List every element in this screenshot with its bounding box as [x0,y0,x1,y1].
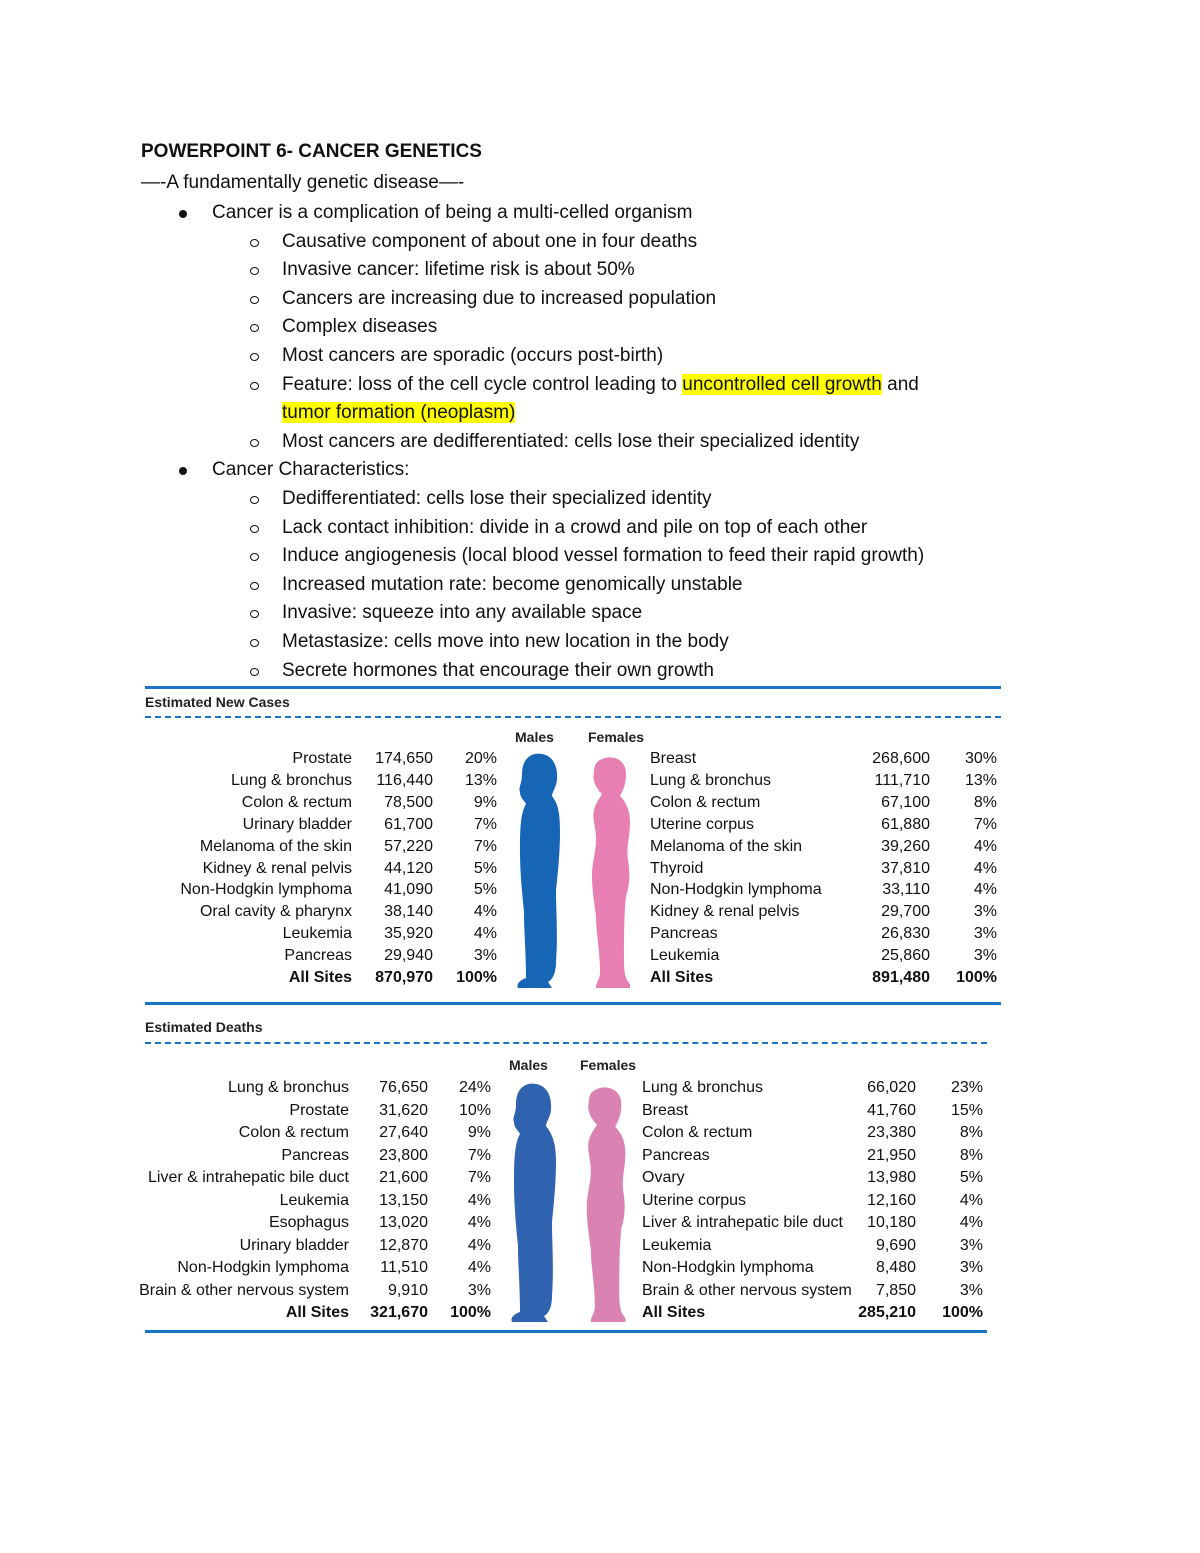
male-site-cell: Non-Hodgkin lymphoma [177,1259,349,1276]
bullet-circle-icon [250,582,259,590]
females-header: Females [588,729,645,745]
male-percent-cell: 7% [473,837,497,855]
female-count-cell: 33,110 [882,881,930,899]
male-count-cell: 116,440 [376,771,433,789]
highlight-text: uncontrolled cell growth [682,373,882,395]
male-site-cell: Kidney & renal pelvis [202,859,352,877]
male-percent-cell: 4% [467,1259,491,1276]
males-header: Males [515,729,554,745]
male-percent-cell: 4% [467,1191,491,1209]
bullet-circle-icon [250,610,259,618]
males-header: Males [509,1057,548,1073]
male-count-cell: 321,670 [370,1304,428,1321]
female-percent-cell: 8% [959,1146,983,1164]
female-percent-cell: 23% [950,1079,983,1096]
female-silhouette-icon [578,1086,628,1322]
female-count-cell: 12,160 [867,1191,916,1209]
male-site-cell: Lung & bronchus [231,771,352,789]
female-count-cell: 39,260 [881,837,930,855]
male-site-cell: Pancreas [281,1146,349,1164]
bottom-rule [145,1330,987,1333]
dashed-rule [145,716,1001,718]
male-percent-cell: 5% [473,859,497,877]
male-site-cell: Esophagus [268,1214,349,1231]
female-silhouette-icon [584,756,632,988]
bullet-item: Lack contact inhibition: divide in a crowd and pile on top of each other [141,514,1141,543]
male-site-cell: Pancreas [284,947,352,965]
female-percent-cell: 15% [950,1101,983,1119]
female-count-cell: 13,980 [867,1169,916,1186]
female-count-cell: 21,950 [867,1146,916,1164]
females-header: Females [580,1057,637,1073]
male-site-cell: Prostate [289,1101,349,1119]
male-count-cell: 12,870 [379,1236,428,1254]
bullet-item: Cancers are increasing due to increased population [141,285,1141,314]
male-percent-cell: 10% [458,1101,491,1119]
female-count-cell: 8,480 [875,1259,916,1276]
female-site-cell: Brain & other nervous system [642,1281,852,1299]
female-site-cell: Leukemia [650,947,720,965]
male-count-cell: 35,920 [384,925,433,943]
female-site-cell: Breast [650,750,697,767]
male-percent-cell: 13% [464,771,497,789]
bullet-dot-icon [179,210,187,218]
male-site-cell: Leukemia [282,925,352,943]
bottom-rule [145,1002,1001,1005]
document-title: POWERPOINT 6- CANCER GENETICS [141,141,482,162]
male-count-cell: 38,140 [384,903,433,921]
female-count-cell: 23,380 [867,1124,916,1141]
male-count-cell: 13,150 [379,1191,428,1209]
female-site-cell: All Sites [650,969,714,986]
female-percent-cell: 3% [973,903,997,921]
female-percent-cell: 8% [959,1124,983,1141]
female-percent-cell: 30% [964,750,997,767]
female-count-cell: 285,210 [858,1304,916,1321]
female-count-cell: 7,850 [875,1281,916,1299]
female-count-cell: 66,020 [867,1079,916,1096]
bullet-item: Dedifferentiated: cells lose their specialized identity [141,485,1141,514]
female-percent-cell: 4% [973,837,997,855]
male-percent-cell: 7% [473,815,497,833]
male-percent-cell: 9% [473,793,497,811]
female-site-cell: Melanoma of the skin [650,837,803,855]
new-cases-title: Estimated New Cases [145,694,290,710]
bullet-item: Most cancers are dedifferentiated: cells lose their specialized identity [141,428,1141,457]
male-site-cell: All Sites [285,1304,349,1321]
male-percent-cell: 100% [450,1304,491,1321]
male-site-cell: Liver & intrahepatic bile duct [148,1169,349,1186]
bullet-list [141,199,1141,685]
female-site-cell: Colon & rectum [642,1124,753,1141]
male-site-cell: Melanoma of the skin [199,837,352,855]
female-site-cell: Ovary [642,1169,685,1186]
female-percent-cell: 3% [973,925,997,943]
male-site-cell: Colon & rectum [241,793,352,811]
bullet-item: Feature: loss of the cell cycle control leading to uncontrolled cell growth and tumor formation (neoplasm) [141,371,1141,428]
male-count-cell: 29,940 [384,947,433,965]
female-count-cell: 67,100 [881,793,930,811]
male-silhouette-icon [512,752,562,988]
female-percent-cell: 4% [973,881,997,899]
female-percent-cell: 4% [959,1214,983,1231]
female-site-cell: All Sites [642,1304,706,1321]
male-site-cell: Prostate [292,750,352,767]
male-percent-cell: 5% [473,881,497,899]
female-count-cell: 10,180 [867,1214,916,1231]
bullet-circle-icon [250,239,259,247]
male-count-cell: 174,650 [375,750,433,767]
female-site-cell: Kidney & renal pelvis [650,903,800,921]
male-site-cell: Colon & rectum [238,1124,349,1141]
bullet-circle-icon [250,382,259,390]
female-count-cell: 268,600 [872,750,930,767]
bullet-item: Invasive cancer: lifetime risk is about 50% [141,256,1141,285]
dashed-rule [145,1042,987,1044]
male-percent-cell: 3% [467,1281,491,1299]
female-site-cell: Breast [642,1101,689,1119]
highlight-text: tumor formation (neoplasm) [282,402,516,424]
male-site-cell: Leukemia [279,1191,349,1209]
female-percent-cell: 13% [964,771,997,789]
male-site-cell: Oral cavity & pharynx [199,903,352,921]
female-percent-cell: 4% [959,1191,983,1209]
male-percent-cell: 9% [467,1124,491,1141]
bullet-circle-icon [250,353,259,361]
female-percent-cell: 3% [959,1259,983,1276]
male-count-cell: 21,600 [379,1169,428,1186]
male-percent-cell: 7% [467,1146,491,1164]
female-count-cell: 25,860 [881,947,930,965]
male-percent-cell: 4% [473,925,497,943]
female-site-cell: Lung & bronchus [650,771,771,789]
bullet-item: Invasive: squeeze into any available space [141,599,1141,628]
top-rule [145,686,1001,689]
male-count-cell: 76,650 [379,1079,428,1096]
male-percent-cell: 24% [458,1079,491,1096]
female-site-cell: Non-Hodgkin lymphoma [642,1259,814,1276]
bullet-dot-icon [179,467,187,475]
female-site-cell: Leukemia [642,1236,712,1254]
bullet-circle-icon [250,324,259,332]
bullet-circle-icon [250,296,259,304]
document-subtitle: —-A fundamentally genetic disease—- [141,172,465,193]
male-site-cell: Urinary bladder [242,815,352,833]
female-count-cell: 111,710 [874,771,930,789]
male-site-cell: Brain & other nervous system [139,1281,349,1299]
bullet-item: Cancer is a complication of being a multi-celled organism [141,199,1141,228]
female-count-cell: 37,810 [881,859,930,877]
female-count-cell: 29,700 [881,903,930,921]
male-site-cell: Lung & bronchus [228,1079,349,1096]
female-count-cell: 891,480 [872,969,930,986]
female-percent-cell: 3% [959,1281,983,1299]
male-percent-cell: 20% [464,750,497,767]
male-site-cell: Urinary bladder [239,1236,349,1254]
male-percent-cell: 7% [467,1169,491,1186]
male-count-cell: 870,970 [375,969,433,986]
female-percent-cell: 4% [973,859,997,877]
male-percent-cell: 4% [467,1236,491,1254]
bullet-circle-icon [250,668,259,676]
female-percent-cell: 100% [956,969,997,986]
bullet-circle-icon [250,439,259,447]
male-site-cell: All Sites [288,969,352,986]
male-site-cell: Non-Hodgkin lymphoma [180,881,352,899]
female-percent-cell: 3% [959,1236,983,1254]
male-count-cell: 57,220 [384,837,433,855]
male-count-cell: 13,020 [379,1214,428,1231]
female-count-cell: 9,690 [875,1236,916,1254]
female-count-cell: 61,880 [881,815,930,833]
bullet-item: Causative component of about one in four deaths [141,228,1141,257]
female-count-cell: 41,760 [867,1101,916,1119]
male-count-cell: 23,800 [379,1146,428,1164]
female-count-cell: 26,830 [881,925,930,943]
female-site-cell: Uterine corpus [642,1191,747,1209]
bullet-item: Secrete hormones that encourage their own growth [141,657,1141,686]
female-site-cell: Uterine corpus [650,815,755,833]
deaths-title: Estimated Deaths [145,1019,263,1035]
female-site-cell: Thyroid [650,859,704,877]
bullet-circle-icon [250,553,259,561]
female-site-cell: Liver & intrahepatic bile duct [642,1214,843,1231]
bullet-item: Increased mutation rate: become genomically unstable [141,571,1141,600]
female-percent-cell: 5% [959,1169,983,1186]
male-count-cell: 41,090 [384,881,433,899]
male-count-cell: 78,500 [384,793,433,811]
bullet-item: Complex diseases [141,313,1141,342]
bullet-circle-icon [250,525,259,533]
female-site-cell: Colon & rectum [650,793,761,811]
male-count-cell: 31,620 [379,1101,428,1119]
bullet-circle-icon [250,267,259,275]
female-percent-cell: 100% [942,1304,983,1321]
bullet-circle-icon [250,496,259,504]
female-site-cell: Lung & bronchus [642,1079,763,1096]
male-count-cell: 11,510 [380,1259,428,1276]
female-percent-cell: 3% [973,947,997,965]
female-percent-cell: 8% [973,793,997,811]
bullet-item: Cancer Characteristics: [141,456,1141,485]
male-count-cell: 44,120 [384,859,433,877]
male-count-cell: 61,700 [384,815,433,833]
male-count-cell: 27,640 [379,1124,428,1141]
bullet-circle-icon [250,639,259,647]
male-percent-cell: 4% [467,1214,491,1231]
male-silhouette-icon [506,1082,558,1322]
bullet-item: Metastasize: cells move into new location in the body [141,628,1141,657]
bullet-item: Induce angiogenesis (local blood vessel formation to feed their rapid growth) [141,542,1141,571]
female-site-cell: Non-Hodgkin lymphoma [650,881,822,899]
male-percent-cell: 4% [473,903,497,921]
female-site-cell: Pancreas [650,925,718,943]
male-percent-cell: 100% [456,969,497,986]
bullet-item: Most cancers are sporadic (occurs post-birth) [141,342,1141,371]
male-count-cell: 9,910 [387,1281,428,1299]
male-percent-cell: 3% [473,947,497,965]
female-percent-cell: 7% [973,815,997,833]
female-site-cell: Pancreas [642,1146,710,1164]
